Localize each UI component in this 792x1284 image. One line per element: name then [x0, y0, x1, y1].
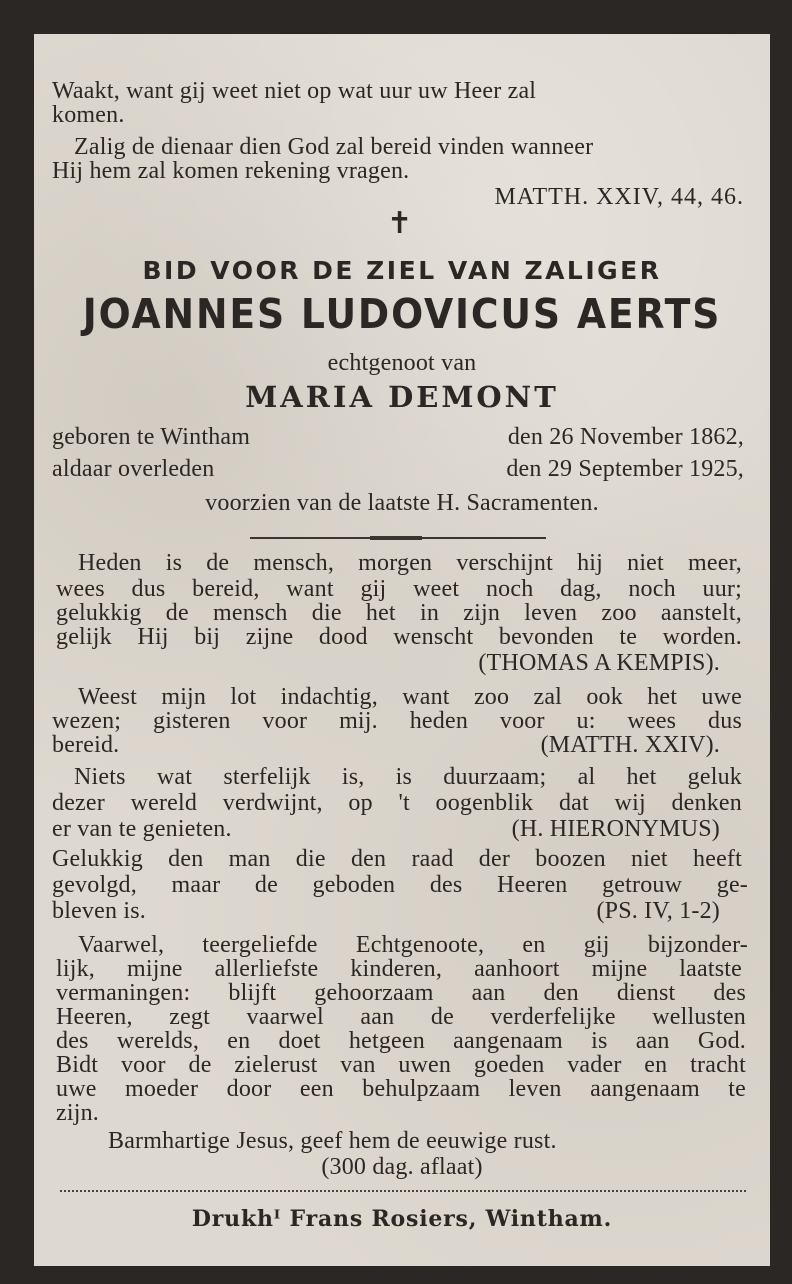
farewell-line: uwe moeder door een behulpzaam leven aangenaam te: [56, 1076, 746, 1102]
quote-line: Heden is de mensch, morgen verschijnt hij niet meer,: [78, 550, 742, 576]
farewell-line: des werelds, en doet hetgeen aangenaam is aan God.: [56, 1028, 746, 1054]
epigraph-line: Zalig de dienaar dien God zal bereid vinden wanneer: [74, 134, 594, 160]
farewell-line: lijk, mijne allerliefste kinderen, aanhoort mijne laatste: [56, 956, 742, 982]
farewell-line: Heeren, zegt vaarwel aan de verderfelijke wellusten: [56, 1004, 746, 1030]
epigraph-line: Hij hem zal komen rekening vragen.: [52, 158, 410, 184]
quote-line: wezen; gisteren voor mij. heden voor u: wees dus: [52, 708, 742, 734]
quote-line: wees dus bereid, want gij weet noch dag, noch uur;: [56, 576, 742, 602]
sacraments-line: voorzien van de laatste H. Sacramenten.: [205, 490, 599, 516]
quote-source: (H. HIERONYMUS): [511, 816, 720, 842]
quote-line: Gelukkig den man die den raad der boozen niet heeft: [52, 846, 742, 872]
divider-ornament: [370, 536, 422, 540]
death-place: aldaar overleden: [52, 456, 215, 482]
farewell-line: Bidt voor de zielerust van uwen goeden vader en tracht: [56, 1052, 746, 1078]
farewell-line: zijn.: [56, 1100, 99, 1126]
quote-line: gelijk Hij bij zijne dood wenscht bevonden te worden.: [56, 624, 742, 650]
printer-imprint: Drukhᴵ Frans Rosiers, Wintham.: [191, 1206, 613, 1232]
closing-prayer: Barmhartige Jesus, geef hem de eeuwige rust.: [108, 1128, 557, 1154]
quote-line: bereid.: [52, 732, 120, 758]
farewell-line: vermaningen: blijft gehoorzaam aan den dienst des: [56, 980, 746, 1006]
quote-source: (THOMAS A KEMPIS).: [478, 650, 720, 676]
quote-line: Niets wat sterfelijk is, is duurzaam; al het geluk: [74, 764, 742, 790]
quote-source: (PS. IV, 1-2): [596, 898, 720, 924]
quote-line: Weest mijn lot indachtig, want zoo zal ook het uwe: [78, 684, 742, 710]
quote-line: dezer wereld verdwijnt, op 't oogenblik dat wij denken: [52, 790, 742, 816]
cross-icon: ✝: [387, 206, 413, 241]
card-paper: [34, 34, 770, 1266]
spouse-name: MARIA DEMONT: [245, 380, 559, 414]
birth-date: den 26 November 1862,: [507, 424, 744, 450]
farewell-line: Vaarwel, teergeliefde Echtgenoote, en gij bijzonder-: [78, 932, 748, 958]
quote-source: (MATTH. XXIV).: [540, 732, 720, 758]
quote-line: er van te genieten.: [52, 816, 232, 842]
quote-line: bleven is.: [52, 898, 146, 924]
quote-line: gelukkig de mensch die het in zijn leven zoo aanstelt,: [56, 600, 742, 626]
indulgence-note: (300 dag. aflaat): [321, 1154, 483, 1180]
epigraph-line: Waakt, want gij weet niet op wat uur uw Heer zal: [52, 78, 537, 104]
prayer-heading: BID VOOR DE ZIEL VAN ZALIGER: [142, 256, 662, 285]
quote-line: gevolgd, maar de geboden des Heeren getrouw ge-: [52, 872, 748, 898]
deceased-name: JOANNES LUDOVICUS AERTS: [82, 290, 722, 338]
epigraph-reference: MATTH. XXIV, 44, 46.: [494, 184, 744, 210]
footer-divider: [60, 1190, 746, 1192]
spouse-label: echtgenoot van: [327, 350, 477, 376]
epigraph-line: komen.: [52, 102, 125, 128]
birth-place: geboren te Wintham: [52, 424, 251, 450]
death-date: den 29 September 1925,: [506, 456, 744, 482]
